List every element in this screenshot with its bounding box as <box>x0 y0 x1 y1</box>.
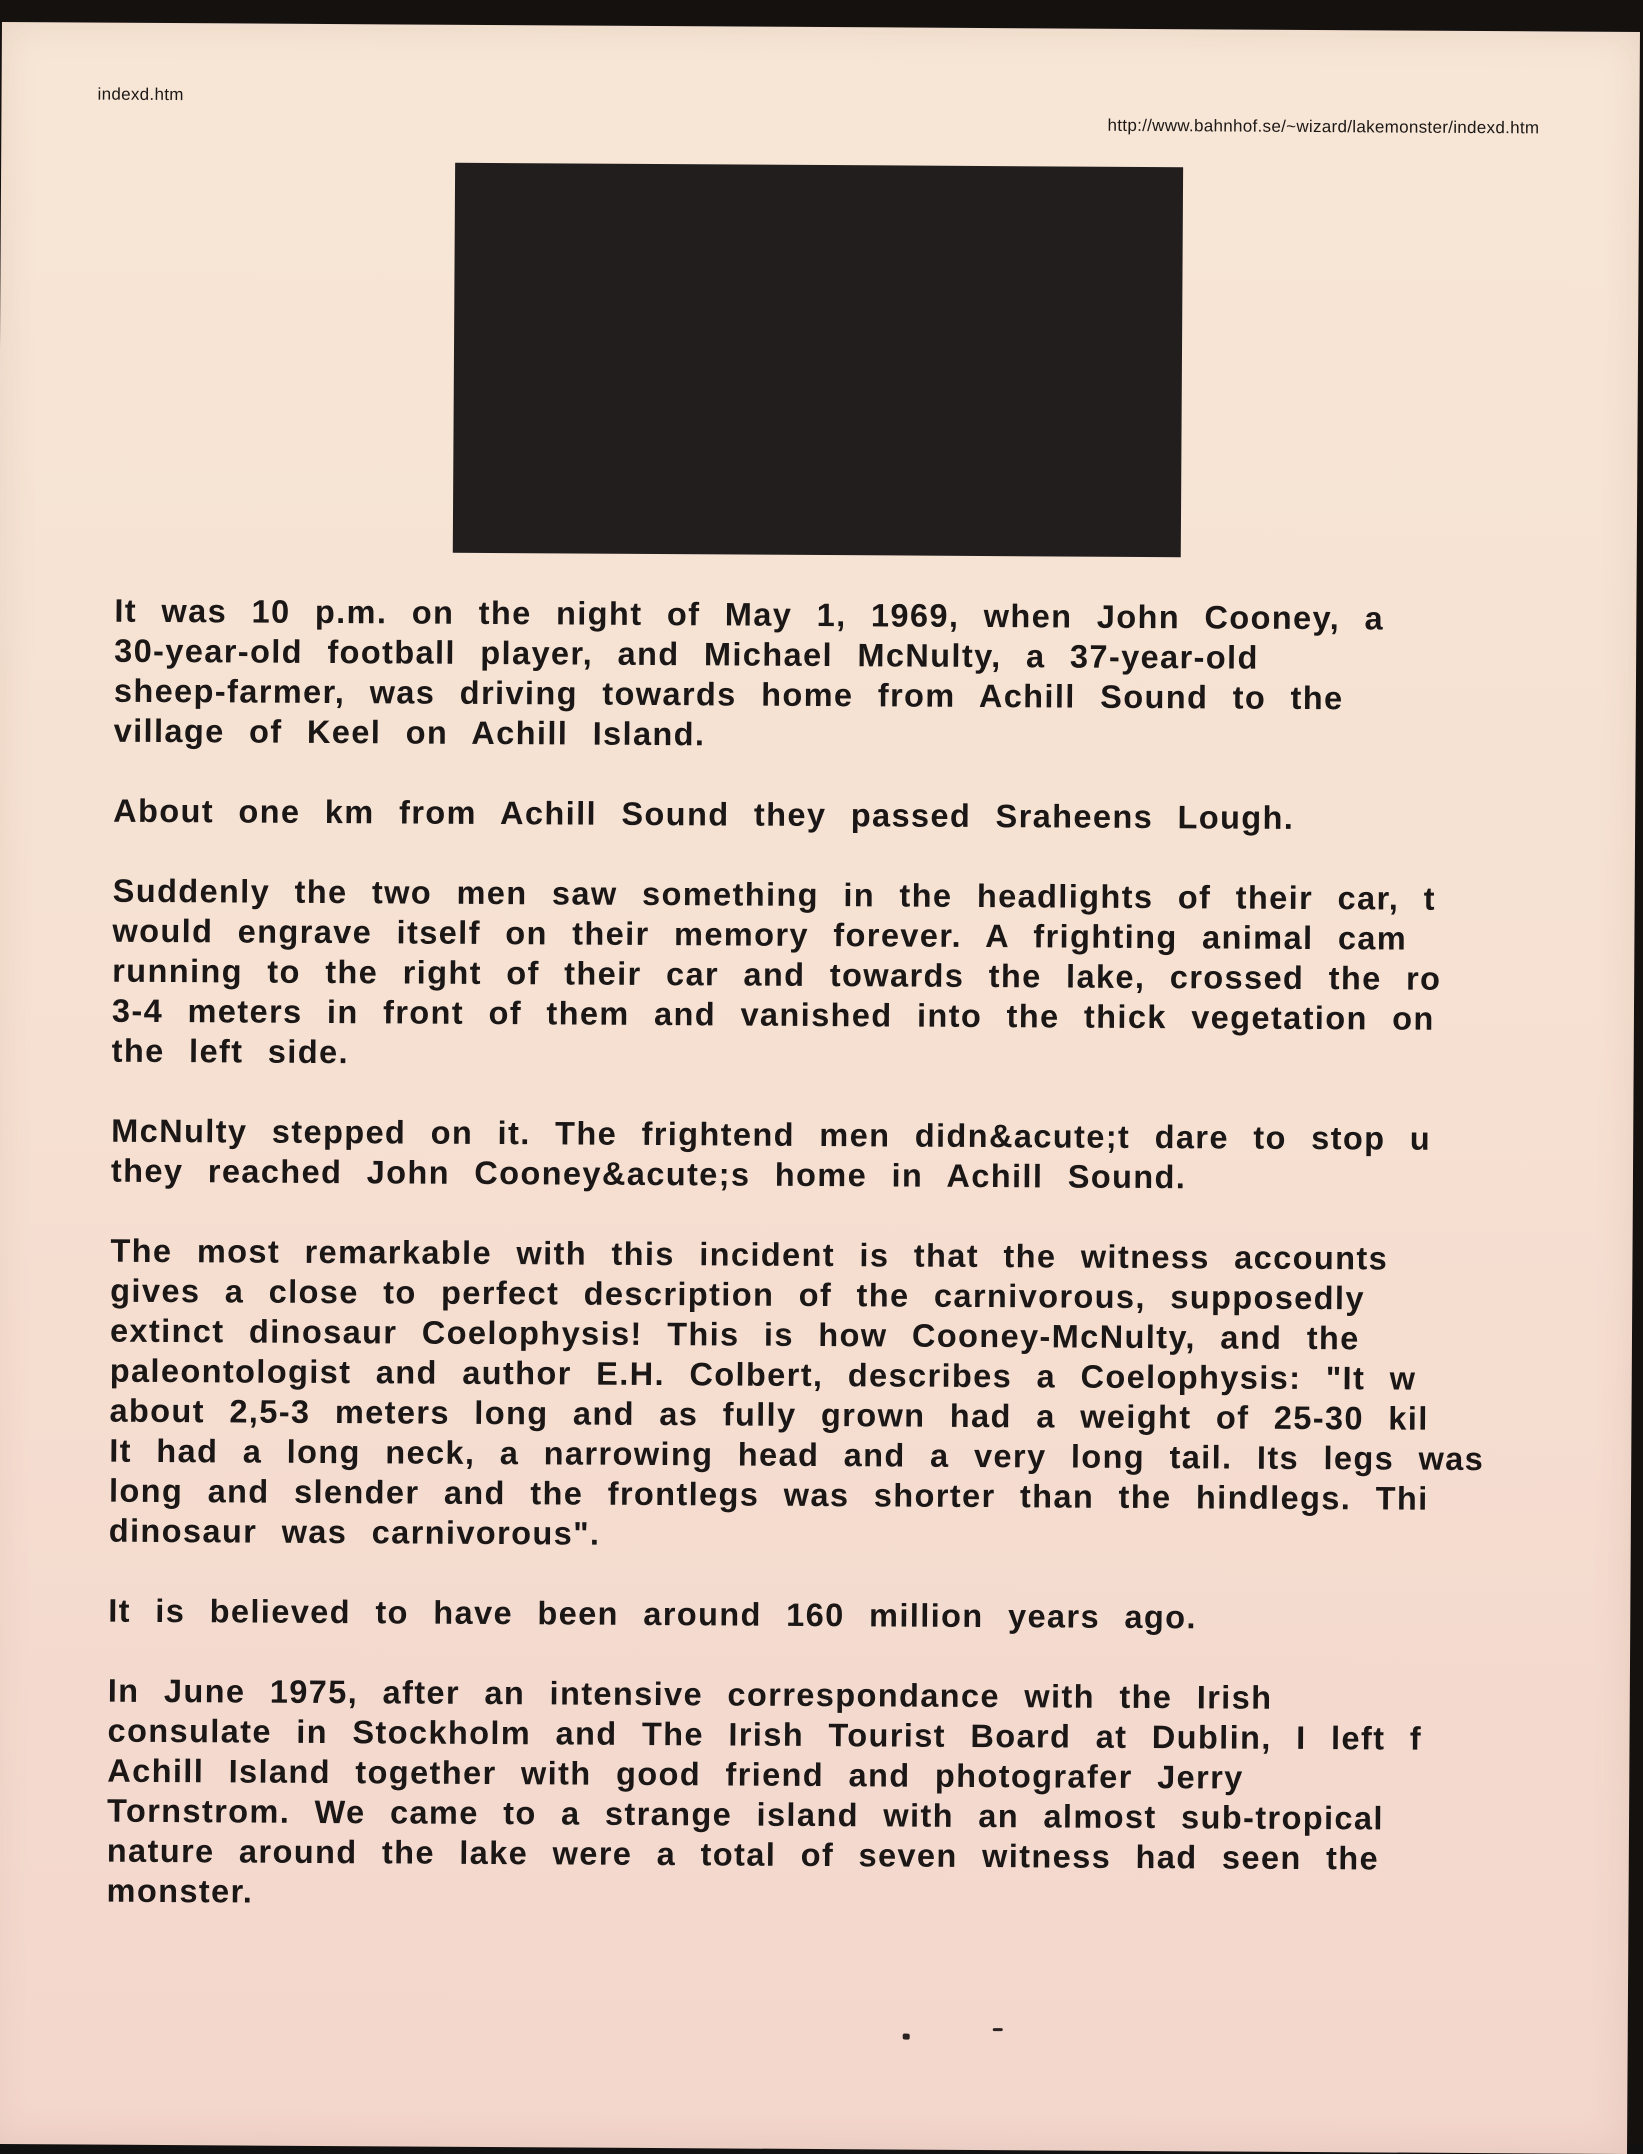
article-paragraph <box>111 1111 1537 1200</box>
article-line: would engrave itself on their memory forever. A frighting animal cam <box>112 912 1408 957</box>
article-line: nature around the lake were a total of seven witness had seen the <box>106 1832 1380 1877</box>
article-line: extinct dinosaur Coelophysis! This is how Cooney-McNulty, and the <box>109 1312 1360 1357</box>
article-paragraph <box>114 591 1541 760</box>
article-line: monster. <box>106 1872 254 1910</box>
article-line: gives a close to perfect description of the carnivorous, supposedly <box>110 1272 1365 1317</box>
article-line: 30-year-old football player, and Michael McNulty, a 37-year-old <box>114 632 1259 676</box>
article-paragraph <box>109 1231 1537 1560</box>
article-line: Suddenly the two men saw something in the headlights of their car, t <box>112 872 1436 917</box>
ink-speck <box>903 2034 910 2040</box>
article-line: consulate in Stockholm and The Irish Tourist Board at Dublin, I left f <box>107 1712 1423 1757</box>
article-line: 3-4 meters in front of them and vanished into the thick vegetation on <box>111 992 1435 1037</box>
article-line: It is believed to have been around 160 million years ago. <box>108 1592 1197 1636</box>
article-line: About one km from Achill Sound they passed Sraheens Lough. <box>113 792 1295 836</box>
article-line: The most remarkable with this incident is that the witness accounts <box>110 1232 1389 1277</box>
print-header-url: http://www.bahnhof.se/~wizard/lakemonster/indexd.htm <box>1107 115 1540 138</box>
ink-speck <box>993 2028 1003 2031</box>
article-line: long and slender and the frontlegs was shorter than the hindlegs. Thi <box>108 1472 1429 1517</box>
article-paragraph <box>112 871 1539 1080</box>
article-line: the left side. <box>111 1032 350 1071</box>
article-line: It was 10 p.m. on the night of May 1, 1969, when John Cooney, a <box>114 592 1385 637</box>
article-line: McNulty stepped on it. The frightend men didn&acute;t dare to stop u <box>111 1112 1432 1157</box>
article-body <box>106 591 1540 1980</box>
article-line: paleontologist and author E.H. Colbert, describes a Coelophysis: "It w <box>109 1352 1417 1397</box>
article-paragraph <box>113 791 1539 840</box>
print-header-filename: indexd.htm <box>97 84 184 105</box>
article-line: dinosaur was carnivorous". <box>108 1512 601 1552</box>
article-line: running to the right of their car and towards the lake, crossed the ro <box>112 952 1442 997</box>
article-line: about 2,5-3 meters long and as fully grown had a weight of 25-30 kil <box>109 1392 1429 1437</box>
article-line: It had a long neck, a narrowing head and a very long tail. Its legs was <box>109 1432 1485 1478</box>
article-paragraph <box>108 1591 1534 1640</box>
photo-placeholder <box>453 163 1183 557</box>
article-line: they reached John Cooney&acute;s home in Achill Sound. <box>110 1152 1187 1196</box>
article-line: Tornstrom. We came to a strange island with an almost sub-tropical <box>106 1792 1384 1837</box>
article-line: Achill Island together with good friend and photografer Jerry <box>107 1752 1244 1796</box>
printed-page <box>0 22 1640 2154</box>
article-line: sheep-farmer, was driving towards home from Achill Sound to the <box>113 672 1344 717</box>
article-line: In June 1975, after an intensive correspondance with the Irish <box>107 1672 1273 1716</box>
article-paragraph <box>106 1671 1533 1920</box>
article-line: village of Keel on Achill Island. <box>113 712 706 753</box>
